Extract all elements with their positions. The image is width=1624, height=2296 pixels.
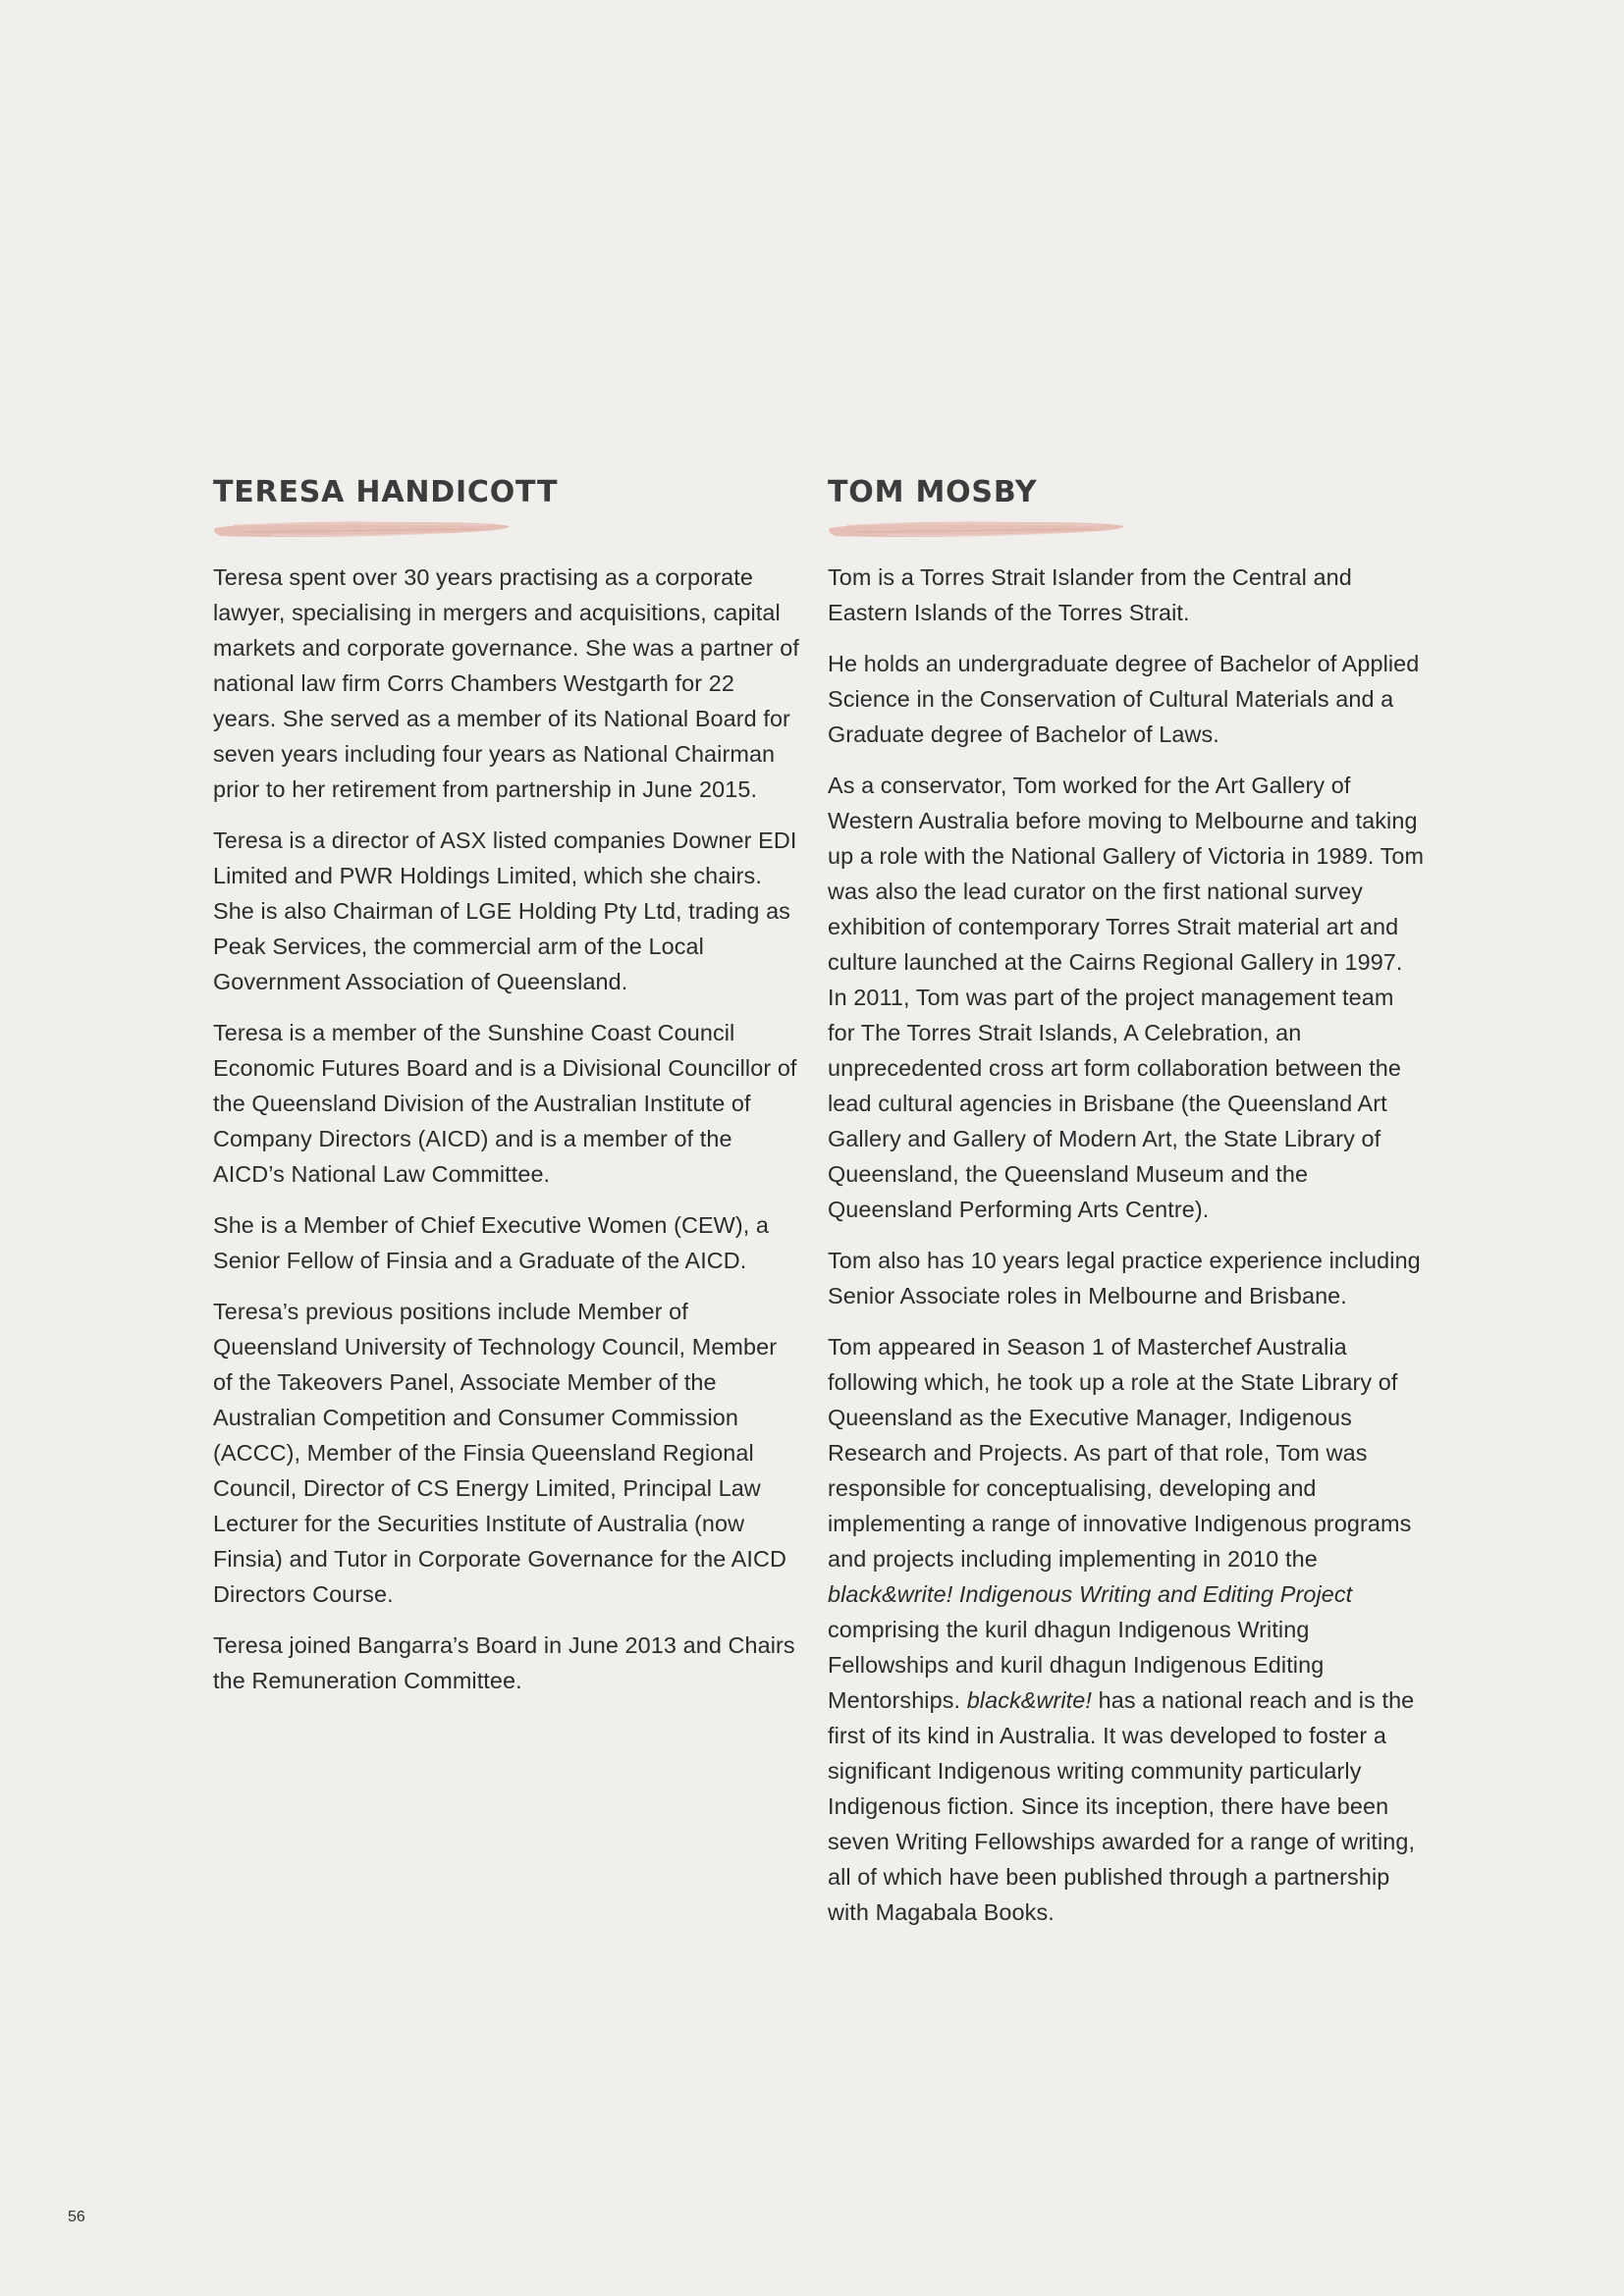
teresa-handicott-heading: TERESA HANDICOTT [213,475,559,509]
tom-paragraph-4: Tom also has 10 years legal practice experience including Senior Associate roles in Melbourne and Brisbane. [828,1248,1421,1308]
teresa-paragraph-6: Teresa joined Bangarra’s Board in June 2013 and Chairs the Remuneration Committee. [213,1632,795,1693]
teresa-paragraph-1: Teresa spent over 30 years practising as a corporate lawyer, specialising in mergers and acquisitions, capital markets and corporate governance. She was a partner of national law firm Corrs Chambers Westgarth for 22 years. She served as a member of its National Board for seven years including four years as National Chairman prior to her retirement from partnership in June 2015. [213,564,799,802]
tom-paragraph-1: Tom is a Torres Strait Islander from the Central and Eastern Islands of the Torres Strait. [828,564,1352,625]
tom-mosby-column [828,469,1427,1946]
black-and-write-name: black&write! [966,1687,1092,1713]
teresa-paragraph-3: Teresa is a member of the Sunshine Coast Council Economic Futures Board and is a Divisional Councillor of the Queensland Division of the Australian Institute of Company Directors (AICD) and is a member of the AICD’s National Law Committee. [213,1020,797,1187]
tom-mosby-heading: TOM MOSBY [828,475,1038,509]
page-number: 56 [68,2209,85,2225]
teresa-paragraph-4: She is a Member of Chief Executive Women (CEW), a Senior Fellow of Finsia and a Graduate of the AICD. [213,1212,770,1273]
teresa-paragraph-2: Teresa is a director of ASX listed companies Downer EDI Limited and PWR Holdings Limited, which she chairs. She is also Chairman of LGE Holding Pty Ltd, trading as Peak Services, the commercial arm of the Local Government Association of Queensland. [213,828,797,994]
tom-paragraph-5-text-a: Tom appeared in Season 1 of Masterchef Australia following which, he took up a role at the State Library of Queensland as the Executive Manager, Indigenous Research and Projects. As part of that role, Tom was responsible for conceptualising, developing and implementing a range of innovative Indigenous programs and projects including implementing in 2010 the [828,1334,1412,1572]
brush-stroke-underline [213,516,512,542]
tom-paragraph-3: As a conservator, Tom worked for the Art Gallery of Western Australia before moving to Melbourne and taking up a role with the National Gallery of Victoria in 1989. Tom was also the lead curator on the first national survey exhibition of contemporary Torres Strait material art and culture launched at the Cairns Regional Gallery in 1997. In 2011, Tom was part of the project management team for The Torres Strait Islands, A Celebration, an unprecedented cross art form collaboration between the lead cultural agencies in Brisbane (the Queensland Art Gallery and Gallery of Modern Art, the State Library of Queensland, the Queensland Museum and the Queensland Performing Arts Centre). [828,773,1425,1222]
tom-paragraph-2: He holds an undergraduate degree of Bachelor of Applied Science in the Conservation of Cultural Materials and a Graduate degree of Bachelor of Laws. [828,651,1420,747]
tom-paragraph-5-text-c: has a national reach and is the first of its kind in Australia. It was developed to foster a significant Indigenous writing community particularly Indigenous fiction. Since its inception, there have been seven Writing Fellowships awarded for a range of writing, all of which have been published through a partnership with Magabala Books. [828,1687,1416,1925]
teresa-paragraph-5: Teresa’s previous positions include Member of Queensland University of Technology Council, Member of the Takeovers Panel, Associate Member of the Australian Competition and Consumer Commission (ACCC), Member of the Finsia Queensland Regional Council, Director of CS Energy Limited, Principal Law Lecturer for the Securities Institute of Australia (now Finsia) and Tutor in Corporate Governance for the AICD Directors Course. [213,1299,786,1607]
tom-paragraph-5 [828,1329,1427,1930]
teresa-handicott-column [213,469,802,1714]
brush-stroke-underline [828,516,1126,542]
black-and-write-project-title: black&write! Indigenous Writing and Editing Project [828,1581,1353,1607]
tom-paragraph-5-text-b: comprising the kuril dhagun Indigenous Writing Fellowships and kuril dhagun Indigenous Editing Mentorships. [828,1617,1325,1713]
